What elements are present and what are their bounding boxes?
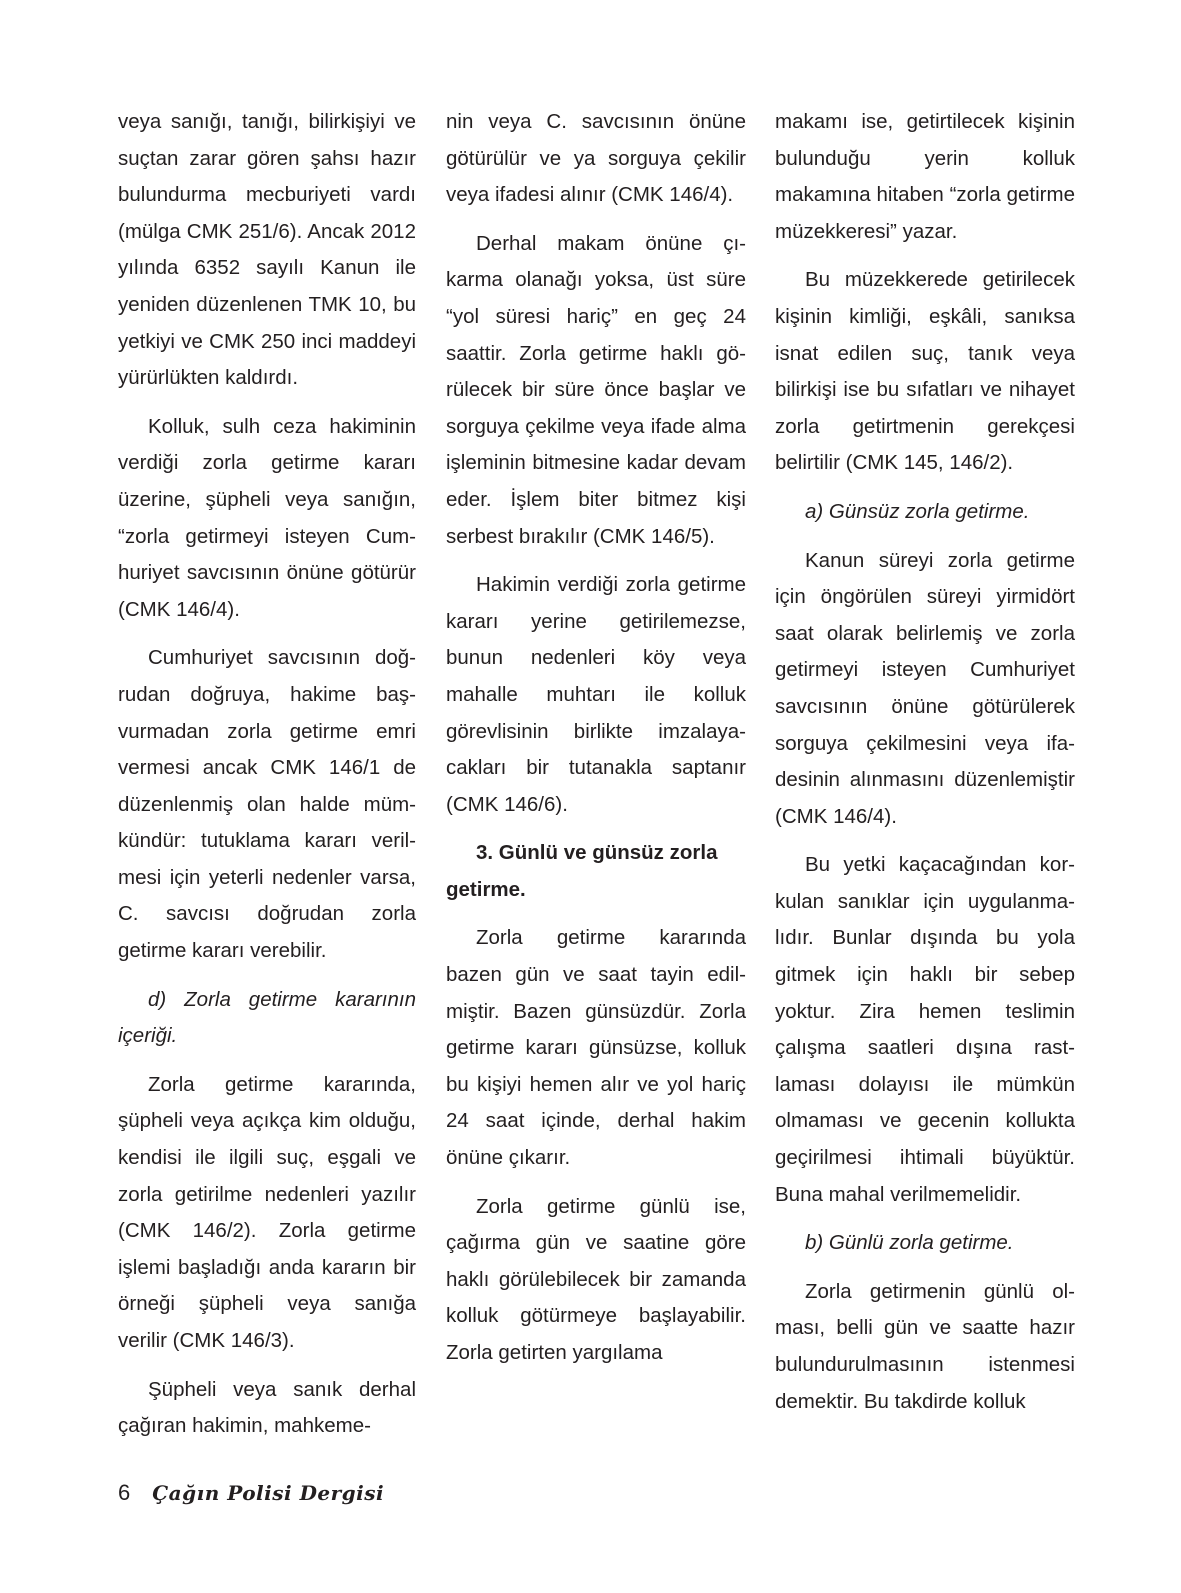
paragraph: Derhal makam önüne çıkarma olanağı yoksa, üst süre “yol süresi hariç” en geç 24 saattir. Zorla getirme haklı görülecek bir süre önce başlar ve sorguya çekilme veya ifade alma işleminin bitmesine kadar devam eder. İşlem biter bitmez kişi serbest bırakılır (CMK 146/5). bbox=[446, 231, 746, 548]
section-heading: 3. Günlü ve günsüz zorla getirme. bbox=[446, 841, 718, 901]
paragraph: Kolluk, sulh ceza hakiminin verdiği zorla getirme kararı üzerine, şüpheli veya sanığın, “zorla getirmeyi isteyen Cumhuriyet savcısının önüne götürür (CMK 146/4). bbox=[118, 414, 416, 621]
paragraph: veya sanığı, tanığı, bilirkişiyi ve suçtan zarar gören şahsı hazır bulundurma mecburiyeti vardı (mülga CMK 251/6). Ancak 2012 yılında 6352 sayılı Kanun ile yeniden düzenlenen TMK 10, bu yetkiyi ve CMK 250 inci maddeyi yürürlükten kaldırdı. bbox=[118, 110, 416, 390]
paragraph: Zorla getirmenin günlü olması, belli gün ve saatte hazır bulundurulmasının istenmesi demektir. Bu takdirde kolluk bbox=[775, 1279, 1075, 1413]
subheading: d) Zorla getirme kararının içeriği. bbox=[118, 987, 416, 1048]
paragraph: Hakimin verdiği zorla getirme kararı yerine getirilemezse, bunun nedenleri köy veya mahalle muhtarı ile kolluk görevlisinin birlikte imzalayacakları bir tutanakla saptanır (CMK 146/6). bbox=[446, 573, 746, 816]
page-footer bbox=[118, 1480, 384, 1506]
paragraph: Zorla getirme günlü ise, çağırma gün ve saatine göre haklı görülebilecek bir zamanda kolluk götürmeye başlayabilir. Zorla getirten yargılama bbox=[446, 1194, 746, 1364]
paragraph: Zorla getirme kararında bazen gün ve saat tayin edilmiştir. Bazen günsüzdür. Zorla getirme kararı günsüzse, kolluk bu kişiyi hemen alır ve yol hariç 24 saat içinde, derhal hakim önüne çıkarır. bbox=[446, 926, 746, 1170]
journal-title: Çağın Polisi Dergisi bbox=[152, 1481, 385, 1505]
paragraph: Zorla getirme kararında, şüpheli veya açıkça kim olduğu, kendisi ile ilgili suç, eşgali ve zorla getirilme nedenleri yazılır (CMK 146/2). Zorla getirme işlemi başladığı anda kararın bir örneği şüpheli veya sanığa verilir (CMK 146/3). bbox=[118, 1072, 416, 1352]
column-2 bbox=[446, 104, 746, 1384]
column-3 bbox=[775, 104, 1075, 1432]
paragraph: Kanun süreyi zorla getirme için öngörülen süreyi yirmidört saat olarak belirlemiş ve zorla getirmeyi isteyen Cumhuriyet savcısının önüne götürülerek sorguya çekilmesini veya ifadesinin alınmasını düzenlemiştir (CMK 146/4). bbox=[775, 548, 1075, 828]
page-number: 6 bbox=[118, 1480, 131, 1505]
paragraph: nin veya C. savcısının önüne götürülür ve ya sorguya çekilir veya ifadesi alınır (CMK 146/4). bbox=[446, 110, 746, 207]
paragraph: Cumhuriyet savcısının doğrudan doğruya, hakime başvurmadan zorla getirme emri vermesi ancak CMK 146/1 de düzenlenmiş olan halde mümkündür: tutuklama kararı verilmesi için yeterli nedenler varsa, C. savcısı doğrudan zorla getirme kararı verebilir. bbox=[118, 646, 416, 963]
subheading: b) Günlü zorla getirme. bbox=[805, 1231, 1014, 1255]
paragraph: Bu yetki kaçacağından korkulan sanıklar için uygulanmalıdır. Bunlar dışında bu yola gitmek için haklı bir sebep yoktur. Zira hemen teslimin çalışma saatleri dışına rastlaması dolayısı ile mümkün olmaması ve gecenin kollukta geçirilmesi ihtimali büyüktür. Buna mahal verilmemelidir. bbox=[775, 853, 1075, 1206]
paragraph: makamı ise, getirtilecek kişinin bulunduğu yerin kolluk makamına hitaben “zorla getirme müzekkeresi” yazar. bbox=[775, 110, 1075, 243]
column-1 bbox=[118, 104, 416, 1457]
paragraph: Şüpheli veya sanık derhal çağıran hakimin, mahkeme- bbox=[118, 1377, 416, 1438]
paragraph: Bu müzekkerede getirilecek kişinin kimliği, eşkâli, sanıksa isnat edilen suç, tanık veya bilirkişi ise bu sıfatları ve nihayet zorla getirtmenin gerekçesi belirtilir (CMK 145, 146/2). bbox=[775, 268, 1075, 475]
subheading: a) Günsüz zorla getirme. bbox=[805, 499, 1030, 523]
